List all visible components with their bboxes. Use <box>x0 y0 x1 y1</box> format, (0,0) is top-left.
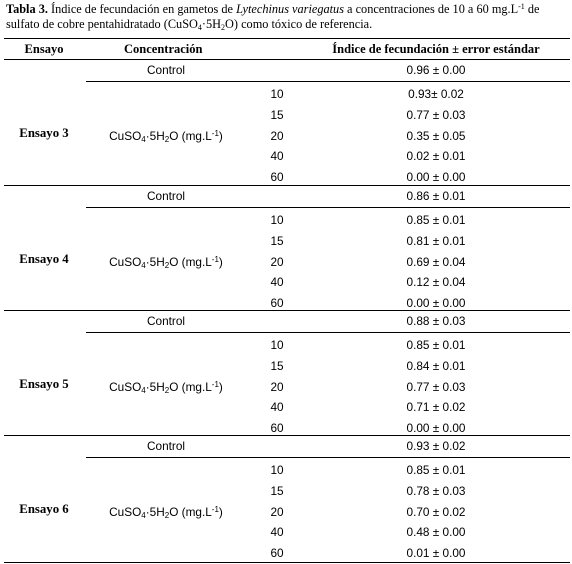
caption-text: Índice de fecundación en gametos de <box>47 2 237 16</box>
assay-name: Ensayo 4 <box>19 251 69 266</box>
index-value: 0.00 ± 0.00 <box>406 170 466 185</box>
concentration-value: 10 <box>270 87 284 101</box>
compound-text: O (mg.L <box>169 504 212 519</box>
concentration-value: 60 <box>270 421 284 436</box>
compound-text: CuSO <box>109 379 142 394</box>
table-caption <box>6 2 568 32</box>
assay-name: Ensayo 3 <box>19 125 69 140</box>
compound-text: 4 <box>141 134 146 144</box>
concentration-value: 20 <box>270 379 284 394</box>
index-value: 0.01 ± 0.00 <box>406 546 466 561</box>
compound-text: 2 <box>164 134 170 144</box>
concentration-value: 60 <box>270 546 284 561</box>
index-value: 0.77 ± 0.03 <box>406 107 466 122</box>
compound-text: ) <box>218 379 223 394</box>
index-value: 0.85 ± 0.01 <box>406 213 466 227</box>
control-label: Control <box>146 189 186 203</box>
index-value: 0.00 ± 0.00 <box>406 296 466 311</box>
concentration-value: 10 <box>270 338 284 352</box>
compound-text: 4 <box>141 260 146 270</box>
header-index: Índice de fecundación ± error estándar <box>332 42 540 56</box>
index-value: 0.78 ± 0.03 <box>406 483 466 498</box>
header-assay: Ensayo <box>24 42 64 56</box>
compound-text: ·5H <box>145 128 165 143</box>
concentration-value: 20 <box>270 128 284 143</box>
compound-text: -1 <box>211 128 219 138</box>
caption-text: ·5H <box>201 17 222 31</box>
concentration-value: 40 <box>270 149 284 164</box>
compound-text: -1 <box>211 254 219 264</box>
index-value: 0.85 ± 0.01 <box>406 338 466 352</box>
concentration-value: 40 <box>270 525 284 540</box>
compound-text: ) <box>218 504 223 519</box>
compound-text: -1 <box>211 379 219 389</box>
caption-subscript: 4 <box>197 23 202 32</box>
caption-text: de sulfato de cobre pentahidratado (CuSO <box>6 2 540 31</box>
index-value: 0.70 ± 0.02 <box>406 504 466 519</box>
caption-species: Lytechinus variegatus <box>236 2 344 16</box>
concentration-value: 60 <box>270 170 284 185</box>
compound-text: 2 <box>164 510 170 520</box>
caption-text: a concentraciones de 10 a 60 mg.L <box>343 2 519 16</box>
header-bottom-rule <box>4 59 570 60</box>
compound-text: -1 <box>211 504 219 514</box>
index-value: 0.71 ± 0.02 <box>406 400 466 415</box>
concentration-value: 10 <box>270 463 284 477</box>
compound-label <box>109 255 223 269</box>
control-label: Control <box>146 439 186 453</box>
index-value: 0.02 ± 0.01 <box>406 149 466 164</box>
concentration-value: 15 <box>270 107 284 122</box>
compound-text: 4 <box>141 385 146 395</box>
table-top-rule <box>4 38 570 39</box>
caption-subscript: 2 <box>221 23 226 32</box>
compound-text: O (mg.L <box>169 128 212 143</box>
group-rule <box>4 435 570 436</box>
compound-text: ·5H <box>145 254 165 269</box>
compound-text: 2 <box>164 385 170 395</box>
compound-text: ·5H <box>145 504 165 519</box>
index-value: 0.93± 0.02 <box>408 87 464 101</box>
control-label: Control <box>146 314 186 328</box>
group-rule <box>4 185 570 186</box>
compound-text: CuSO <box>109 254 142 269</box>
control-separator <box>86 457 570 458</box>
compound-text: O (mg.L <box>169 379 212 394</box>
caption-exponent: -1 <box>518 2 525 11</box>
concentration-value: 20 <box>270 254 284 269</box>
concentration-value: 15 <box>270 233 284 248</box>
concentration-value: 40 <box>270 400 284 415</box>
index-value: 0.00 ± 0.00 <box>406 421 466 436</box>
control-separator <box>86 332 570 333</box>
concentration-value: 15 <box>270 358 284 373</box>
control-label: Control <box>146 63 186 77</box>
compound-text: ) <box>218 128 223 143</box>
index-value: 0.48 ± 0.00 <box>406 525 466 540</box>
control-separator <box>86 207 570 208</box>
index-value: 0.35 ± 0.05 <box>406 128 466 143</box>
control-value: 0.88 ± 0.03 <box>406 314 466 328</box>
compound-text: ) <box>218 254 223 269</box>
control-separator <box>86 81 570 82</box>
index-value: 0.12 ± 0.04 <box>406 275 466 290</box>
compound-text: CuSO <box>109 128 142 143</box>
assay-name: Ensayo 5 <box>19 376 69 391</box>
caption-text: O) como tóxico de referencia. <box>225 17 373 31</box>
compound-label <box>109 129 223 143</box>
control-value: 0.93 ± 0.02 <box>406 439 466 453</box>
caption-label: Tabla 3. <box>6 2 48 16</box>
compound-label <box>109 380 223 394</box>
index-value: 0.85 ± 0.01 <box>406 463 466 477</box>
index-value: 0.81 ± 0.01 <box>406 233 466 248</box>
control-value: 0.96 ± 0.00 <box>406 63 466 77</box>
header-concentration: Concentración <box>124 42 203 56</box>
concentration-value: 15 <box>270 483 284 498</box>
control-value: 0.86 ± 0.01 <box>406 189 466 203</box>
concentration-value: 10 <box>270 213 284 227</box>
group-rule <box>4 562 570 563</box>
compound-text: O (mg.L <box>169 254 212 269</box>
assay-name: Ensayo 6 <box>19 501 69 516</box>
compound-text: 2 <box>164 260 170 270</box>
group-rule <box>4 310 570 311</box>
concentration-value: 60 <box>270 296 284 311</box>
index-value: 0.84 ± 0.01 <box>406 358 466 373</box>
concentration-value: 40 <box>270 275 284 290</box>
compound-text: CuSO <box>109 504 142 519</box>
index-value: 0.77 ± 0.03 <box>406 379 466 394</box>
concentration-value: 20 <box>270 504 284 519</box>
index-value: 0.69 ± 0.04 <box>406 254 466 269</box>
compound-text: 4 <box>141 510 146 520</box>
compound-label <box>109 505 223 519</box>
compound-text: ·5H <box>145 379 165 394</box>
